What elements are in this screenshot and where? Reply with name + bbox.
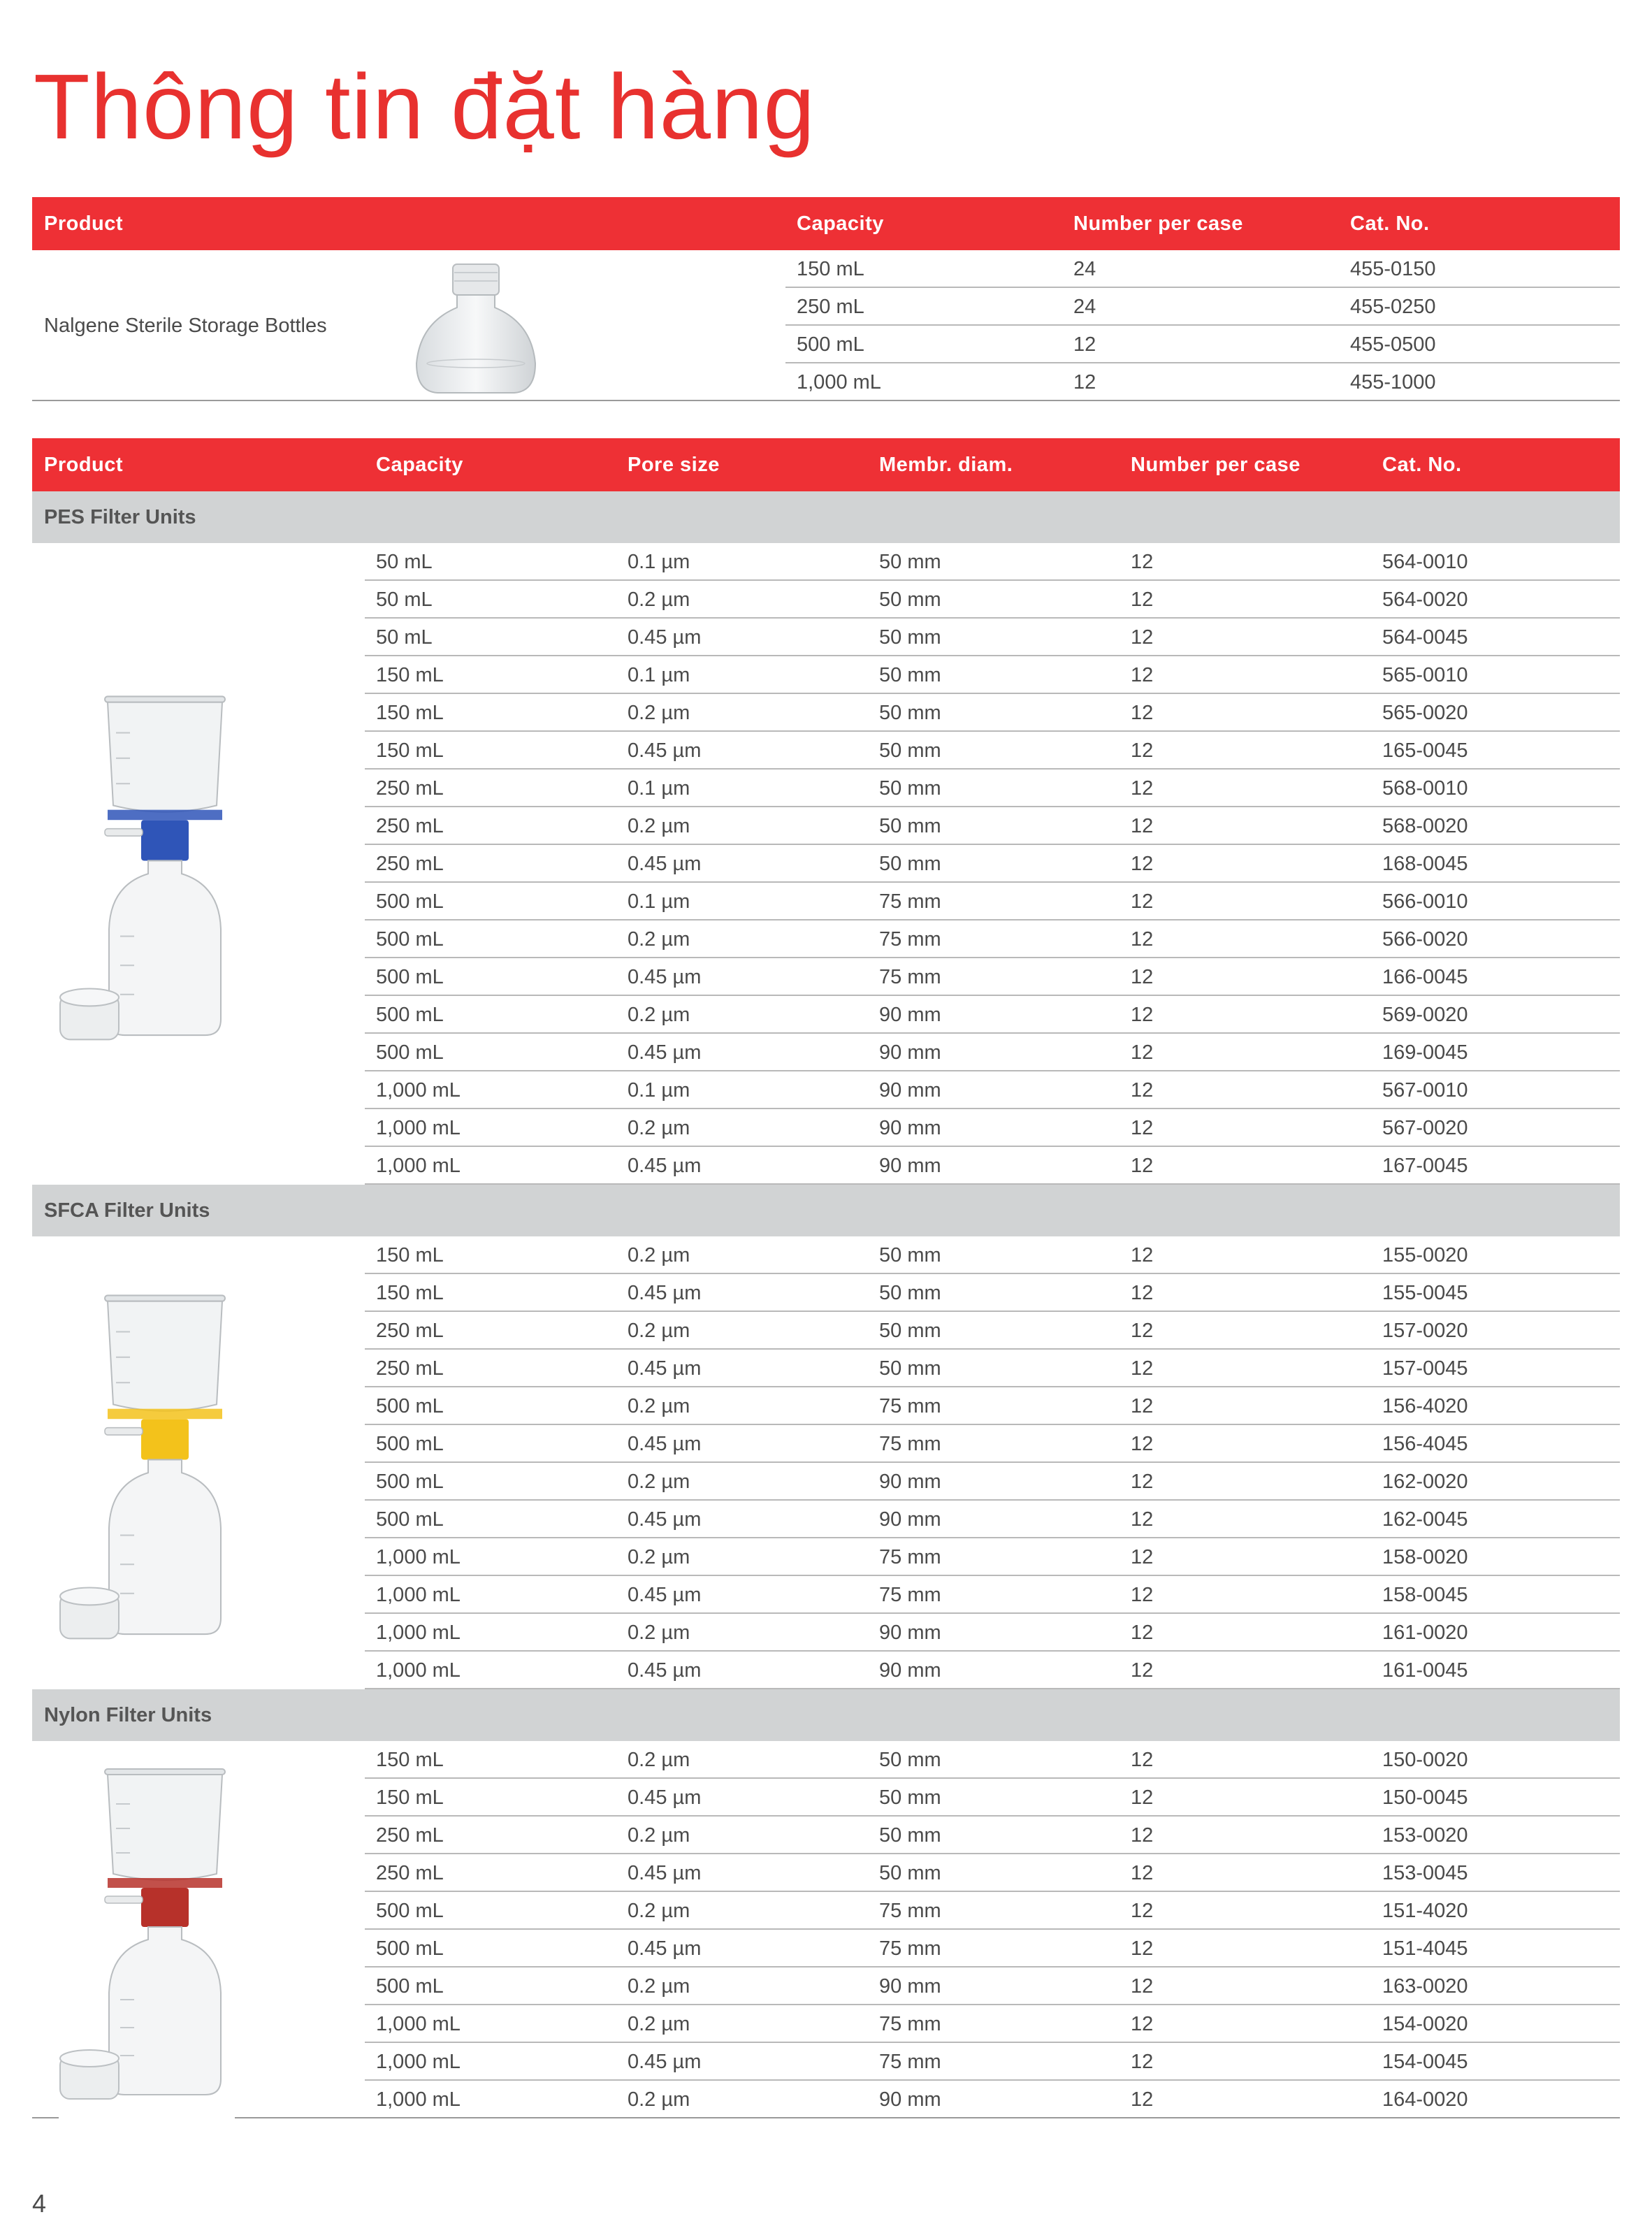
membrane-diameter-cell: 50 mm <box>879 1786 941 1809</box>
capacity-cell: 500 mL <box>376 1395 444 1417</box>
cat-no-cell: 155-0020 <box>1382 1244 1468 1266</box>
table-row <box>365 1312 1620 1350</box>
section-title: SFCA Filter Units <box>32 1185 1620 1236</box>
membrane-diameter-cell: 50 mm <box>879 626 941 649</box>
pore-size-cell: 0.45 µm <box>628 1786 702 1809</box>
table-row <box>365 807 1620 845</box>
table-row <box>365 1930 1620 1967</box>
table-row <box>365 543 1620 581</box>
number-per-case-cell: 12 <box>1131 1937 1154 1960</box>
number-per-case-cell: 12 <box>1131 551 1154 573</box>
table-row <box>365 1817 1620 1854</box>
number-per-case-cell: 12 <box>1131 928 1154 951</box>
number-per-case-cell: 12 <box>1131 890 1154 913</box>
capacity-cell: 250 mL <box>376 853 444 875</box>
membrane-diameter-cell: 75 mm <box>879 1900 941 1922</box>
capacity-cell: 1,000 mL <box>376 1546 461 1568</box>
table-header <box>32 438 1620 491</box>
cat-no-cell: 569-0020 <box>1382 1004 1468 1026</box>
header-capacity: Capacity <box>797 212 884 235</box>
pore-size-cell: 0.2 µm <box>628 1975 690 1998</box>
membrane-diameter-cell: 50 mm <box>879 1824 941 1847</box>
table-row <box>365 1274 1620 1312</box>
number-per-case-cell: 12 <box>1131 1155 1154 1177</box>
header-membrane-diameter: Membr. diam. <box>879 454 1013 476</box>
capacity-cell: 1,000 mL <box>376 2013 461 2035</box>
capacity-cell: 250 mL <box>376 1824 444 1847</box>
capacity-cell: 250 mL <box>376 1357 444 1380</box>
cat-no-cell: 168-0045 <box>1382 853 1468 875</box>
table-row <box>365 1034 1620 1071</box>
number-per-case-cell: 12 <box>1131 815 1154 837</box>
table-row <box>785 250 1620 288</box>
cat-no-cell: 567-0020 <box>1382 1117 1468 1139</box>
capacity-cell: 500 mL <box>376 1937 444 1960</box>
membrane-diameter-cell: 90 mm <box>879 1471 941 1493</box>
number-per-case-cell: 12 <box>1131 1622 1154 1644</box>
pore-size-cell: 0.2 µm <box>628 1546 690 1568</box>
pore-size-cell: 0.2 µm <box>628 1117 690 1139</box>
membrane-diameter-cell: 75 mm <box>879 1546 941 1568</box>
table-row <box>365 958 1620 996</box>
cat-no-cell: 153-0020 <box>1382 1824 1468 1847</box>
capacity-cell: 250 mL <box>376 1320 444 1342</box>
cat-no-cell: 565-0020 <box>1382 702 1468 724</box>
number-per-case-cell: 12 <box>1131 1244 1154 1266</box>
storage-bottle-image <box>396 259 556 398</box>
table-row <box>365 1741 1620 1779</box>
number-per-case-cell: 12 <box>1131 1471 1154 1493</box>
section-title: PES Filter Units <box>32 491 1620 543</box>
number-per-case-cell: 12 <box>1131 777 1154 800</box>
pore-size-cell: 0.45 µm <box>628 1041 702 1064</box>
capacity-cell: 1,000 mL <box>376 1622 461 1644</box>
pore-size-cell: 0.2 µm <box>628 1244 690 1266</box>
number-per-case-cell: 12 <box>1131 2013 1154 2035</box>
table-row <box>365 1501 1620 1538</box>
membrane-diameter-cell: 50 mm <box>879 853 941 875</box>
membrane-diameter-cell: 75 mm <box>879 966 941 988</box>
number-per-case-cell: 12 <box>1131 1862 1154 1884</box>
table-row <box>785 326 1620 363</box>
membrane-diameter-cell: 50 mm <box>879 1320 941 1342</box>
number-per-case-cell: 12 <box>1073 333 1096 356</box>
table-rows <box>365 543 1620 1185</box>
table-row <box>365 2081 1620 2118</box>
capacity-cell: 150 mL <box>797 258 864 280</box>
table-row <box>785 363 1620 401</box>
section-body <box>32 1741 1620 2118</box>
pore-size-cell: 0.1 µm <box>628 551 690 573</box>
table-row <box>365 619 1620 656</box>
cat-no-cell: 566-0010 <box>1382 890 1468 913</box>
table-row <box>365 1387 1620 1425</box>
membrane-diameter-cell: 75 mm <box>879 2051 941 2073</box>
number-per-case-cell: 12 <box>1131 739 1154 762</box>
membrane-diameter-cell: 90 mm <box>879 1508 941 1531</box>
capacity-cell: 500 mL <box>376 928 444 951</box>
header-cat-no: Cat. No. <box>1350 212 1430 235</box>
cat-no-cell: 153-0045 <box>1382 1862 1468 1884</box>
number-per-case-cell: 12 <box>1131 589 1154 611</box>
pore-size-cell: 0.2 µm <box>628 1471 690 1493</box>
pore-size-cell: 0.2 µm <box>628 589 690 611</box>
cat-no-cell: 150-0045 <box>1382 1786 1468 1809</box>
cat-no-cell: 568-0020 <box>1382 815 1468 837</box>
number-per-case-cell: 24 <box>1073 258 1096 280</box>
page-title: Thông tin đặt hàng <box>34 55 816 158</box>
capacity-cell: 1,000 mL <box>376 1155 461 1177</box>
table-row <box>365 1109 1620 1147</box>
capacity-cell: 500 mL <box>376 966 444 988</box>
filter-unit-image <box>32 689 235 1053</box>
pore-size-cell: 0.45 µm <box>628 1357 702 1380</box>
membrane-diameter-cell: 90 mm <box>879 1004 941 1026</box>
pore-size-cell: 0.45 µm <box>628 853 702 875</box>
table-row <box>365 581 1620 619</box>
capacity-cell: 1,000 mL <box>376 2051 461 2073</box>
number-per-case-cell: 12 <box>1131 1041 1154 1064</box>
membrane-diameter-cell: 90 mm <box>879 2088 941 2111</box>
capacity-cell: 500 mL <box>376 1041 444 1064</box>
table-row <box>365 1652 1620 1689</box>
cat-no-cell: 157-0045 <box>1382 1357 1468 1380</box>
table-row <box>785 288 1620 326</box>
pore-size-cell: 0.2 µm <box>628 1900 690 1922</box>
capacity-cell: 150 mL <box>376 1282 444 1304</box>
membrane-diameter-cell: 50 mm <box>879 702 941 724</box>
membrane-diameter-cell: 75 mm <box>879 2013 941 2035</box>
table-row <box>365 1425 1620 1463</box>
filter-sections <box>32 491 1620 2118</box>
cat-no-cell: 566-0020 <box>1382 928 1468 951</box>
pore-size-cell: 0.45 µm <box>628 1659 702 1682</box>
table-row <box>365 1967 1620 2005</box>
capacity-cell: 1,000 mL <box>797 371 881 393</box>
cat-no-cell: 169-0045 <box>1382 1041 1468 1064</box>
number-per-case-cell: 12 <box>1131 1282 1154 1304</box>
membrane-diameter-cell: 90 mm <box>879 1117 941 1139</box>
pore-size-cell: 0.45 µm <box>628 1282 702 1304</box>
table-row <box>365 1350 1620 1387</box>
capacity-cell: 50 mL <box>376 551 433 573</box>
pore-size-cell: 0.1 µm <box>628 1079 690 1102</box>
header-pore-size: Pore size <box>628 454 720 476</box>
pore-size-cell: 0.1 µm <box>628 890 690 913</box>
cat-no-cell: 455-0500 <box>1350 333 1436 356</box>
cat-no-cell: 166-0045 <box>1382 966 1468 988</box>
number-per-case-cell: 12 <box>1131 626 1154 649</box>
table-row <box>365 694 1620 732</box>
capacity-cell: 150 mL <box>376 664 444 686</box>
number-per-case-cell: 12 <box>1131 1546 1154 1568</box>
table-row <box>365 1614 1620 1652</box>
number-per-case-cell: 12 <box>1131 1824 1154 1847</box>
table-row <box>365 1538 1620 1576</box>
header-number-per-case: Number per case <box>1131 454 1300 476</box>
pore-size-cell: 0.45 µm <box>628 1155 702 1177</box>
table-row <box>365 1779 1620 1817</box>
cat-no-cell: 151-4020 <box>1382 1900 1468 1922</box>
cat-no-cell: 156-4045 <box>1382 1433 1468 1455</box>
number-per-case-cell: 12 <box>1131 2088 1154 2111</box>
capacity-cell: 250 mL <box>376 815 444 837</box>
pore-size-cell: 0.1 µm <box>628 664 690 686</box>
capacity-cell: 500 mL <box>376 890 444 913</box>
storage-bottles-table <box>32 197 1620 401</box>
membrane-diameter-cell: 50 mm <box>879 1244 941 1266</box>
cat-no-cell: 162-0045 <box>1382 1508 1468 1531</box>
section-nylon <box>32 1689 1620 2118</box>
membrane-diameter-cell: 50 mm <box>879 815 941 837</box>
pore-size-cell: 0.2 µm <box>628 1320 690 1342</box>
capacity-cell: 150 mL <box>376 739 444 762</box>
number-per-case-cell: 12 <box>1131 664 1154 686</box>
capacity-cell: 1,000 mL <box>376 2088 461 2111</box>
number-per-case-cell: 12 <box>1131 1659 1154 1682</box>
table-row <box>365 1236 1620 1274</box>
cat-no-cell: 564-0020 <box>1382 589 1468 611</box>
capacity-cell: 500 mL <box>376 1004 444 1026</box>
number-per-case-cell: 12 <box>1131 1117 1154 1139</box>
cat-no-cell: 164-0020 <box>1382 2088 1468 2111</box>
cat-no-cell: 157-0020 <box>1382 1320 1468 1342</box>
membrane-diameter-cell: 50 mm <box>879 1282 941 1304</box>
table-row <box>365 1854 1620 1892</box>
membrane-diameter-cell: 50 mm <box>879 1749 941 1771</box>
number-per-case-cell: 12 <box>1131 1320 1154 1342</box>
number-per-case-cell: 12 <box>1131 1584 1154 1606</box>
section-sfca <box>32 1185 1620 1689</box>
cat-no-cell: 165-0045 <box>1382 739 1468 762</box>
header-capacity: Capacity <box>376 454 463 476</box>
number-per-case-cell: 12 <box>1131 1900 1154 1922</box>
capacity-cell: 1,000 mL <box>376 1659 461 1682</box>
table-body <box>32 250 1620 401</box>
pore-size-cell: 0.45 µm <box>628 626 702 649</box>
membrane-diameter-cell: 75 mm <box>879 928 941 951</box>
cat-no-cell: 567-0010 <box>1382 1079 1468 1102</box>
pore-size-cell: 0.2 µm <box>628 1395 690 1417</box>
table-bottom-rule <box>235 2117 1620 2118</box>
capacity-cell: 150 mL <box>376 1244 444 1266</box>
capacity-cell: 250 mL <box>376 1862 444 1884</box>
cat-no-cell: 150-0020 <box>1382 1749 1468 1771</box>
number-per-case-cell: 12 <box>1131 2051 1154 2073</box>
capacity-cell: 500 mL <box>376 1508 444 1531</box>
cat-no-cell: 167-0045 <box>1382 1155 1468 1177</box>
membrane-diameter-cell: 50 mm <box>879 589 941 611</box>
capacity-cell: 250 mL <box>797 296 864 318</box>
cat-no-cell: 163-0020 <box>1382 1975 1468 1998</box>
table-row <box>365 732 1620 770</box>
cat-no-cell: 162-0020 <box>1382 1471 1468 1493</box>
cat-no-cell: 564-0010 <box>1382 551 1468 573</box>
section-pes <box>32 491 1620 1185</box>
membrane-diameter-cell: 75 mm <box>879 1937 941 1960</box>
pore-size-cell: 0.45 µm <box>628 2051 702 2073</box>
membrane-diameter-cell: 90 mm <box>879 1622 941 1644</box>
pore-size-cell: 0.45 µm <box>628 1508 702 1531</box>
pore-size-cell: 0.2 µm <box>628 2088 690 2111</box>
pore-size-cell: 0.45 µm <box>628 1433 702 1455</box>
pore-size-cell: 0.2 µm <box>628 1824 690 1847</box>
number-per-case-cell: 12 <box>1131 1079 1154 1102</box>
table-row <box>365 920 1620 958</box>
table-row <box>365 1463 1620 1501</box>
membrane-diameter-cell: 75 mm <box>879 1433 941 1455</box>
membrane-diameter-cell: 90 mm <box>879 1659 941 1682</box>
capacity-cell: 150 mL <box>376 702 444 724</box>
number-per-case-cell: 12 <box>1131 1508 1154 1531</box>
table-row <box>365 996 1620 1034</box>
table-row <box>365 1071 1620 1109</box>
capacity-cell: 500 mL <box>797 333 864 356</box>
membrane-diameter-cell: 75 mm <box>879 1584 941 1606</box>
cat-no-cell: 155-0045 <box>1382 1282 1468 1304</box>
header-product: Product <box>44 212 124 235</box>
number-per-case-cell: 12 <box>1131 1975 1154 1998</box>
number-per-case-cell: 12 <box>1131 1395 1154 1417</box>
capacity-cell: 500 mL <box>376 1900 444 1922</box>
cat-no-cell: 565-0010 <box>1382 664 1468 686</box>
section-title: Nylon Filter Units <box>32 1689 1620 1741</box>
capacity-cell: 250 mL <box>376 777 444 800</box>
number-per-case-cell: 24 <box>1073 296 1096 318</box>
table-row <box>365 656 1620 694</box>
table-header <box>32 197 1620 250</box>
number-per-case-cell: 12 <box>1131 1749 1154 1771</box>
membrane-diameter-cell: 50 mm <box>879 1862 941 1884</box>
header-number-per-case: Number per case <box>1073 212 1243 235</box>
number-per-case-cell: 12 <box>1131 702 1154 724</box>
capacity-cell: 1,000 mL <box>376 1117 461 1139</box>
cat-no-cell: 151-4045 <box>1382 1937 1468 1960</box>
cat-no-cell: 154-0045 <box>1382 2051 1468 2073</box>
capacity-cell: 1,000 mL <box>376 1079 461 1102</box>
membrane-diameter-cell: 75 mm <box>879 1395 941 1417</box>
membrane-diameter-cell: 90 mm <box>879 1155 941 1177</box>
table-row <box>365 1576 1620 1614</box>
membrane-diameter-cell: 50 mm <box>879 1357 941 1380</box>
pore-size-cell: 0.2 µm <box>628 1004 690 1026</box>
cat-no-cell: 161-0020 <box>1382 1622 1468 1644</box>
page-number: 4 <box>32 2189 47 2218</box>
capacity-cell: 150 mL <box>376 1786 444 1809</box>
pore-size-cell: 0.2 µm <box>628 1749 690 1771</box>
section-body <box>32 543 1620 1185</box>
cat-no-cell: 455-1000 <box>1350 371 1436 393</box>
cat-no-cell: 161-0045 <box>1382 1659 1468 1682</box>
table-rows <box>785 250 1620 401</box>
number-per-case-cell: 12 <box>1131 1357 1154 1380</box>
membrane-diameter-cell: 50 mm <box>879 777 941 800</box>
capacity-cell: 500 mL <box>376 1975 444 1998</box>
capacity-cell: 150 mL <box>376 1749 444 1771</box>
pore-size-cell: 0.1 µm <box>628 777 690 800</box>
table-row <box>365 2005 1620 2043</box>
cat-no-cell: 154-0020 <box>1382 2013 1468 2035</box>
cat-no-cell: 564-0045 <box>1382 626 1468 649</box>
pore-size-cell: 0.2 µm <box>628 928 690 951</box>
membrane-diameter-cell: 90 mm <box>879 1079 941 1102</box>
capacity-cell: 50 mL <box>376 589 433 611</box>
header-product: Product <box>44 454 124 476</box>
filter-unit-image <box>32 1288 235 1652</box>
number-per-case-cell: 12 <box>1131 1004 1154 1026</box>
number-per-case-cell: 12 <box>1073 371 1096 393</box>
membrane-diameter-cell: 50 mm <box>879 739 941 762</box>
table-row <box>365 1147 1620 1185</box>
cat-no-cell: 455-0250 <box>1350 296 1436 318</box>
product-name: Nalgene Sterile Storage Bottles <box>44 315 327 337</box>
pore-size-cell: 0.2 µm <box>628 815 690 837</box>
table-row <box>365 883 1620 920</box>
pore-size-cell: 0.2 µm <box>628 702 690 724</box>
cat-no-cell: 156-4020 <box>1382 1395 1468 1417</box>
table-bottom-rule <box>32 2117 59 2118</box>
table-row <box>365 2043 1620 2081</box>
table-row <box>365 845 1620 883</box>
membrane-diameter-cell: 90 mm <box>879 1041 941 1064</box>
pore-size-cell: 0.45 µm <box>628 1937 702 1960</box>
capacity-cell: 500 mL <box>376 1433 444 1455</box>
table-rows <box>365 1236 1620 1689</box>
pore-size-cell: 0.2 µm <box>628 1622 690 1644</box>
membrane-diameter-cell: 75 mm <box>879 890 941 913</box>
number-per-case-cell: 12 <box>1131 1786 1154 1809</box>
table-row <box>365 1892 1620 1930</box>
section-body <box>32 1236 1620 1689</box>
cat-no-cell: 158-0045 <box>1382 1584 1468 1606</box>
table-row <box>365 770 1620 807</box>
capacity-cell: 1,000 mL <box>376 1584 461 1606</box>
filter-units-table <box>32 438 1620 2118</box>
membrane-diameter-cell: 50 mm <box>879 664 941 686</box>
pore-size-cell: 0.2 µm <box>628 2013 690 2035</box>
pore-size-cell: 0.45 µm <box>628 1862 702 1884</box>
cat-no-cell: 568-0010 <box>1382 777 1468 800</box>
number-per-case-cell: 12 <box>1131 853 1154 875</box>
membrane-diameter-cell: 90 mm <box>879 1975 941 1998</box>
number-per-case-cell: 12 <box>1131 1433 1154 1455</box>
cat-no-cell: 158-0020 <box>1382 1546 1468 1568</box>
header-cat-no: Cat. No. <box>1382 454 1462 476</box>
pore-size-cell: 0.45 µm <box>628 966 702 988</box>
cat-no-cell: 455-0150 <box>1350 258 1436 280</box>
table-rows <box>365 1741 1620 2118</box>
capacity-cell: 50 mL <box>376 626 433 649</box>
capacity-cell: 500 mL <box>376 1471 444 1493</box>
membrane-diameter-cell: 50 mm <box>879 551 941 573</box>
filter-unit-image <box>32 1762 235 2111</box>
pore-size-cell: 0.45 µm <box>628 1584 702 1606</box>
pore-size-cell: 0.45 µm <box>628 739 702 762</box>
number-per-case-cell: 12 <box>1131 966 1154 988</box>
